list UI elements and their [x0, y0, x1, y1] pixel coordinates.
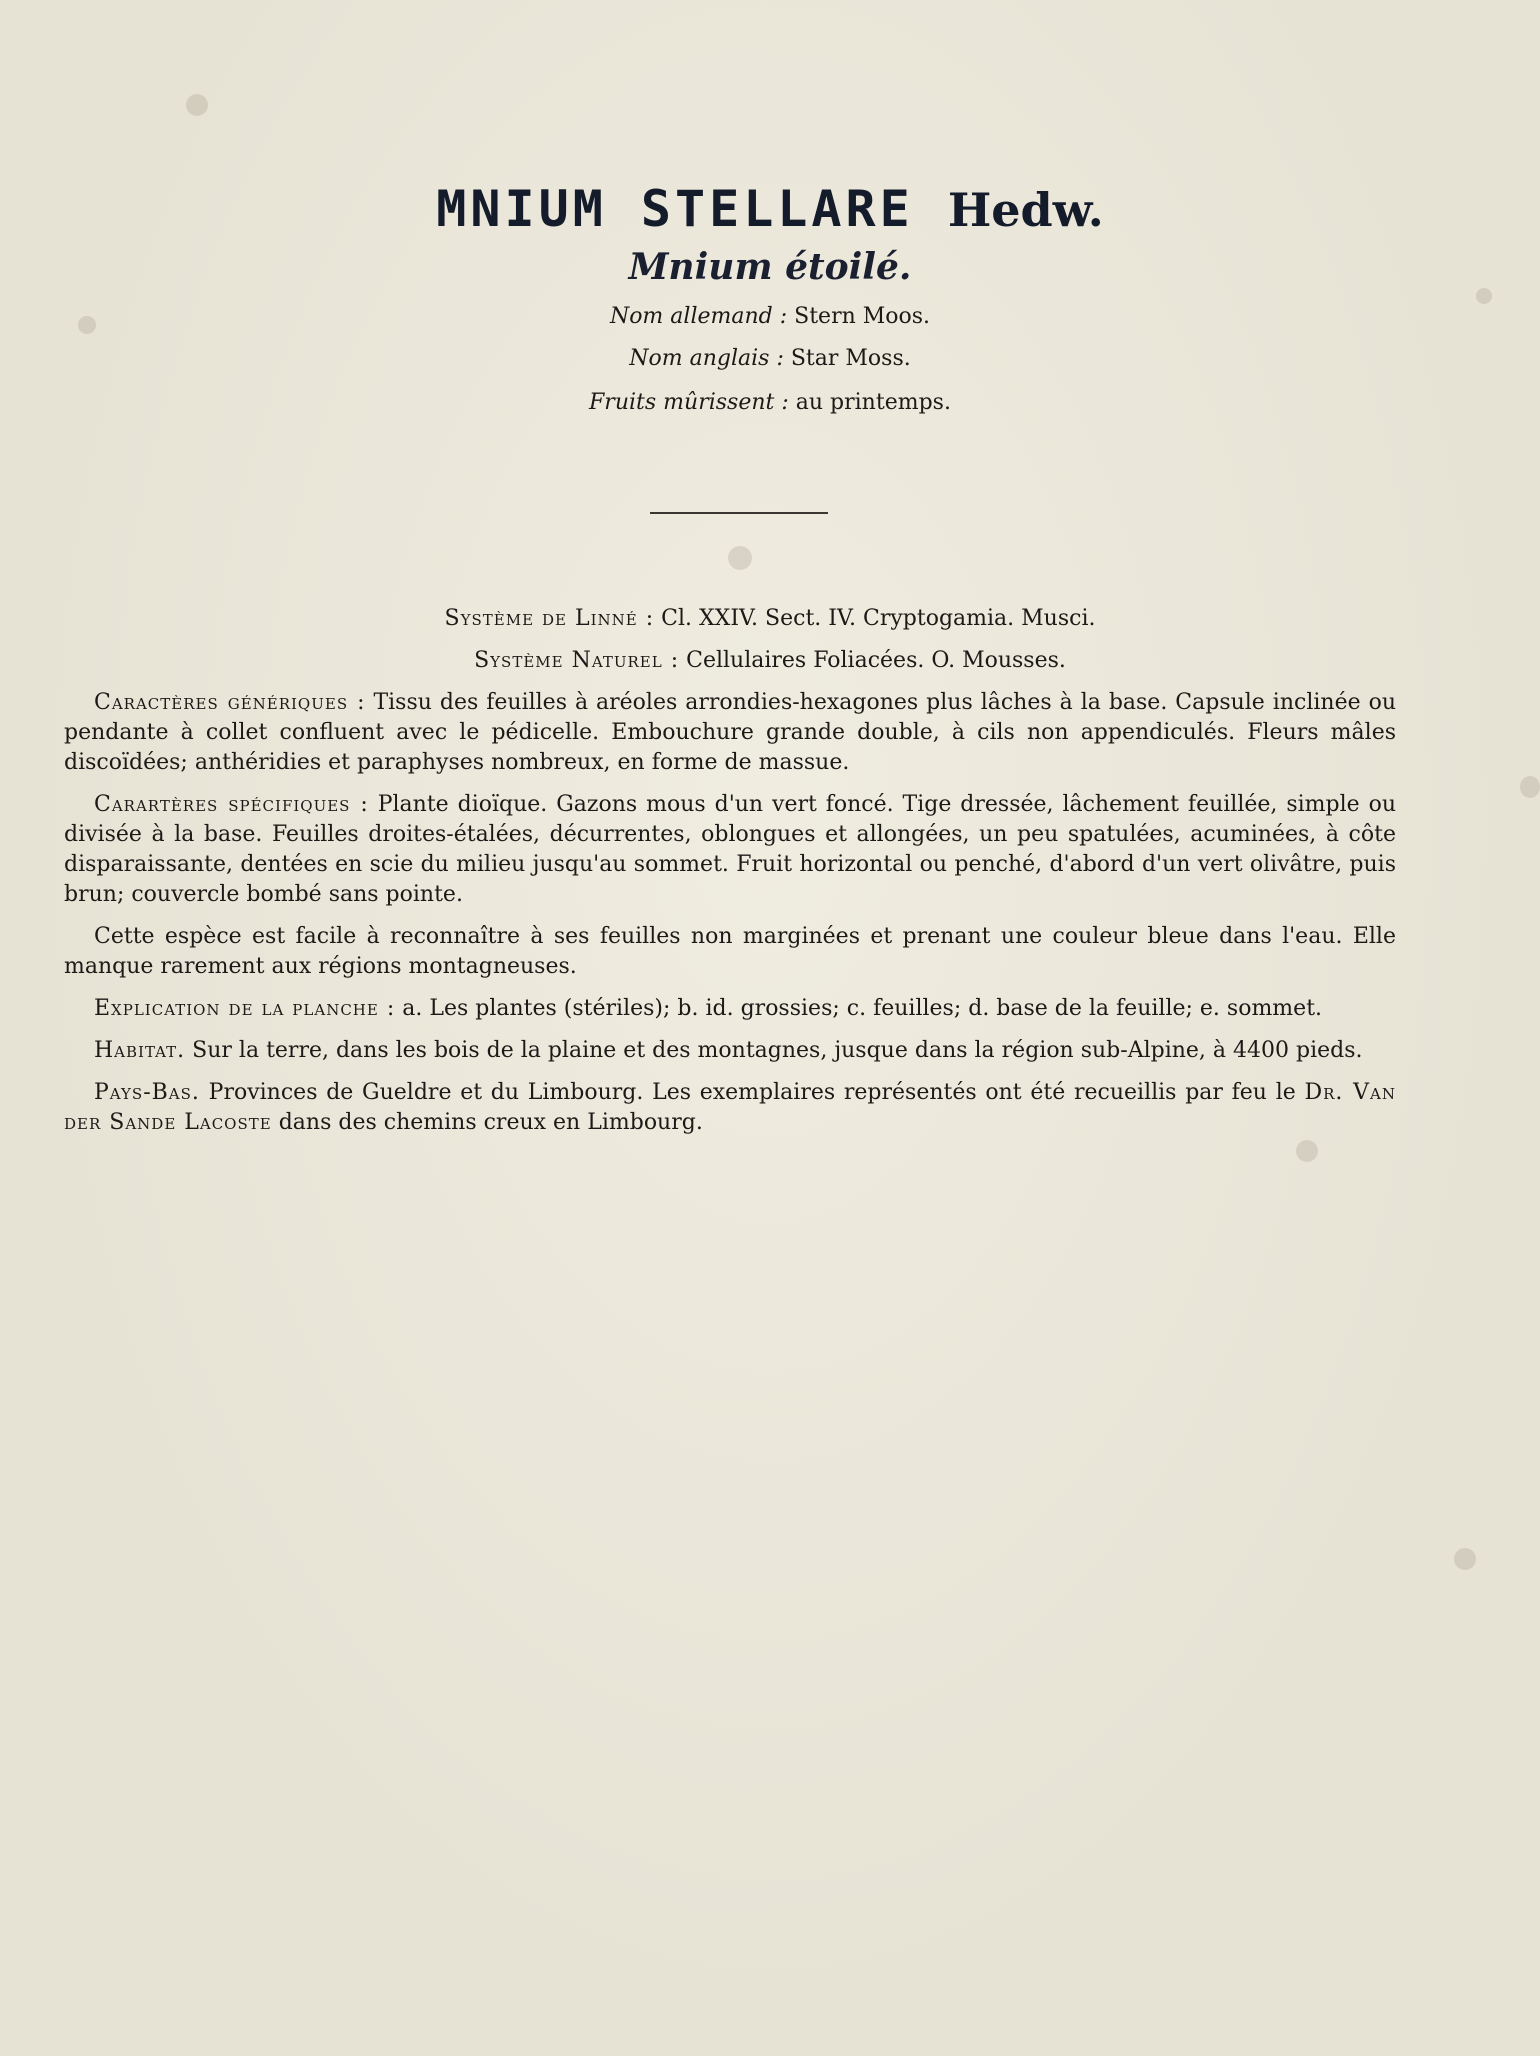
- paragraph-label: Habitat.: [94, 1038, 186, 1063]
- paragraph-text: a. Les plantes (stériles); b. id. grossies; c. feuilles; d. base de la feuille; e. sommet.: [402, 996, 1323, 1021]
- system-linne: [0, 606, 1540, 631]
- paragraph-text: Cette espèce est facile à reconnaître à ses feuilles non marginées et prenant une couleur bleue dans l'eau. Elle manque rarement aux régions montagneuses.: [64, 924, 1396, 979]
- paragraph-text-end: dans des chemins creux en Limbourg.: [278, 1110, 703, 1135]
- generic-characters-paragraph: [64, 688, 1396, 778]
- name-value: au printemps.: [795, 390, 951, 415]
- system-label: Système de Linné :: [444, 606, 655, 631]
- paragraph-text: Provinces de Gueldre et du Limbourg. Les exemplaires représentés ont été recueillis par feu le: [208, 1080, 1296, 1105]
- common-name: Mnium étoilé.: [628, 246, 912, 288]
- paragraph-label: Explication de la planche :: [94, 996, 396, 1021]
- paragraph-label: Pays-Bas.: [94, 1080, 200, 1105]
- paper-spot: [1454, 1548, 1476, 1570]
- collector-name: Dr. Van der Sande Lacoste: [64, 1080, 1397, 1135]
- name-line-german: [0, 304, 1540, 329]
- name-line-english: [0, 346, 1540, 371]
- paper-spot: [186, 94, 208, 116]
- name-value: Stern Moos.: [794, 304, 931, 329]
- paper-spot: [1520, 776, 1540, 798]
- system-value: Cellulaires Foliacées. O. Mousses.: [686, 648, 1066, 673]
- page-title: [0, 180, 1540, 238]
- divider: [650, 512, 828, 514]
- paragraph-label: Carartères spécifiques :: [94, 792, 369, 817]
- note-paragraph: [64, 922, 1396, 982]
- name-label: Nom allemand :: [609, 304, 788, 329]
- paragraph-text: Tissu des feuilles à aréoles arrondies-hexagones plus lâches à la base. Capsule inclinée ou pendante à collet confluent avec le pédicelle. Embouchure grande double, à cils non appendiculés. Fleurs mâles discoïdées; anthéridies et paraphyses nombreux, en forme de massue.: [64, 690, 1396, 775]
- specific-characters-paragraph: [64, 790, 1396, 910]
- paragraph-text: Sur la terre, dans les bois de la plaine et des montagnes, jusque dans la région sub-Alpine, à 4400 pieds.: [192, 1038, 1363, 1063]
- species-author: Hedw.: [947, 183, 1104, 237]
- paper-spot: [1476, 288, 1492, 304]
- name-value: Star Moss.: [790, 346, 911, 371]
- paragraph-label: Caractères génériques :: [94, 690, 366, 715]
- name-label: Nom anglais :: [629, 346, 784, 371]
- habitat-paragraph: [64, 1036, 1396, 1066]
- name-line-fruit: [0, 390, 1540, 415]
- name-label: Fruits mûrissent :: [589, 390, 789, 415]
- plate-explanation-paragraph: [64, 994, 1396, 1024]
- paragraph-text: Plante dioïque. Gazons mous d'un vert foncé. Tige dressée, lâchement feuillée, simple ou divisée à la base. Feuilles droites-étalées, décurrentes, oblongues et allongées, un peu spatulées, acuminées, à côte disparaissante, dentées en scie du milieu jusqu'au sommet. Fruit horizontal ou penché, d'abord d'un vert olivâtre, puis brun; couvercle bombé sans pointe.: [64, 792, 1396, 907]
- species-name: MNIUM STELLARE: [436, 180, 914, 238]
- paper-spot: [728, 546, 752, 570]
- system-naturel: [0, 648, 1540, 673]
- system-label: Système Naturel :: [474, 648, 680, 673]
- system-value: Cl. XXIV. Sect. IV. Cryptogamia. Musci.: [661, 606, 1096, 631]
- description-body: [64, 688, 1396, 1150]
- netherlands-paragraph: [64, 1078, 1396, 1138]
